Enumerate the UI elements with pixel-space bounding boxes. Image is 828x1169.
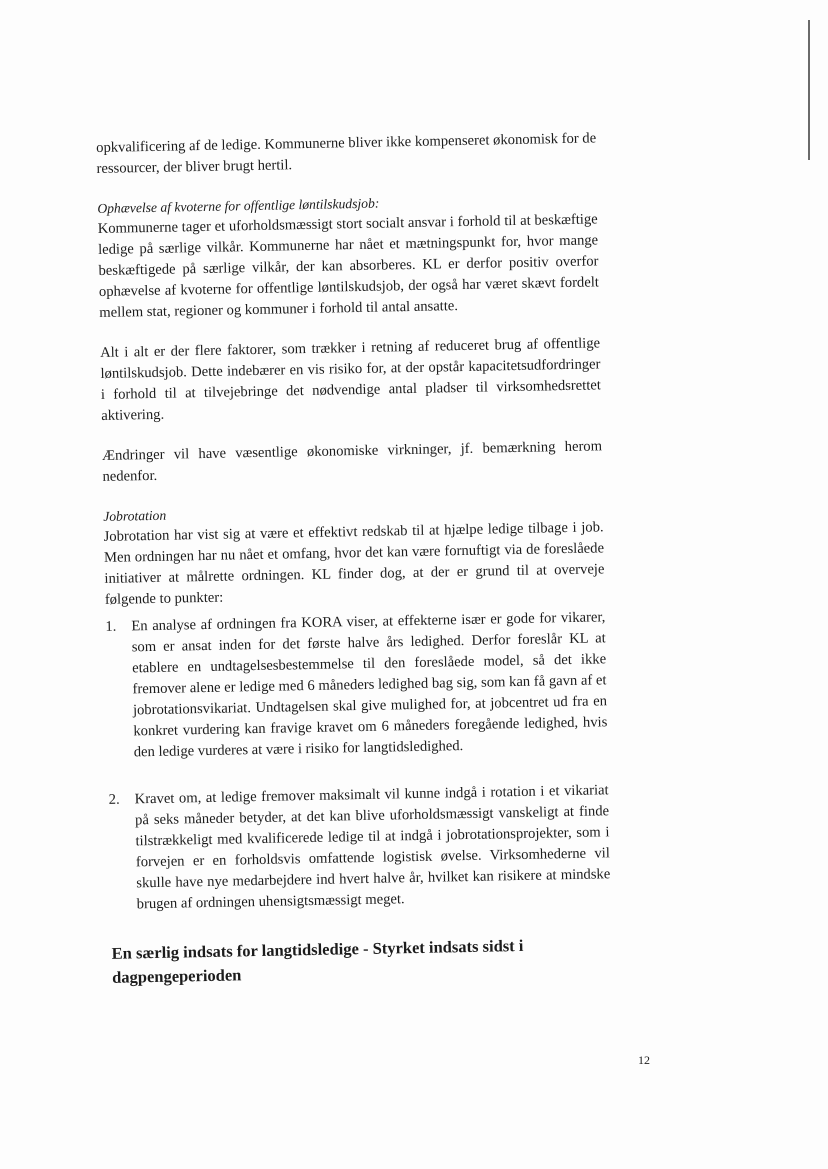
list-item-text: Kravet om, at ledige fremover maksimalt vil kunne indgå i rotation i et vikariat på seks måneder betyder, at det kan blive uforholdsmæssigt vanskeligt at finde tilstrækkeligt med kvalificerede ledige til at indgå i jobrotationsprojekter, som i forvejen er en forholdsvis omfattende logistisk øvelse. Virksomhederne vil skulle have nye medarbejdere ind hvert halve år, hvilket kan risikere at mindske brugen af ordningen uhensigtsmæssigt meget. xyxy=(134,782,611,913)
list-item xyxy=(105,607,608,764)
jobrotation-list xyxy=(105,607,611,916)
scan-edge-line xyxy=(808,20,810,160)
section-opheavelse xyxy=(97,189,599,324)
paragraph-opheavelse: Kommunerne tager et uforholdsmæssigt stort socialt ansvar i forhold til at beskæftige ledige på særlige vilkår. Kommunerne har nået et mætningspunkt for, hvor mange beskæftigede på særlige vilkår, der kan absorberes. KL er derfor positiv overfor ophævelse af kvoterne for offentlige løntilskudsjob, der også har været skævt fordelt mellem stat, regioner og kommuner i forhold til antal ansatte. xyxy=(97,211,600,321)
paragraph-factors: Alt i alt er der flere faktorer, som trækker i retning af reduceret brug af offentlige løntilskudsjob. Dette indebærer en vis risiko for, at der opstår kapacitetsudfordringer i forhold til at tilvejebringe det nødvendige antal pladser til virksomhedsrettet aktivering. xyxy=(99,335,601,424)
section-heading-opheavelse: Ophævelse af kvoterne for offentlige løntilskudsjob: xyxy=(97,195,380,216)
page-number: 12 xyxy=(638,1053,650,1067)
list-item-number: 2. xyxy=(108,791,120,808)
paragraph-changes: Ændringer vil have væsentlige økonomiske virkninger, jf. bemærkning herom nedenfor. xyxy=(101,438,603,485)
list-item-text: En analyse af ordningen fra KORA viser, at effekterne især er gode for vikarer, som er ansat inden for det første halve års ledighed. Derfor foreslår KL at etablere en undtagelsesbestemmelse til den foreslåede model, så det ikke fremover alene er ledige med 6 måneders ledighed bag sig, som kan få gavn af et jobrotationsvikariat. Undtagelsen skal give mulighed for, at jobcentret ud fra en konkret vurdering kan fravige kravet om 6 måneders foregående ledighed, hvis den ledige vurderes at være i risiko for langtidsledighed. xyxy=(131,609,608,761)
section-jobrotation xyxy=(103,497,611,916)
section-heading-langtidsledige: En særlig indsats for langtidsledige - Styrket indsats sidst i dagpengeperioden xyxy=(111,935,524,987)
paragraph-jobrotation: Jobrotation har vist sig at være et effektivt redskab til at hjælpe ledige tilbage i job. Men ordningen har nu nået et omfang, hvor det kan være fornuftigt via de foreslåede initiativer at målrette ordningen. KL finder dog, at der er grund til at overveje følgende to punkter: xyxy=(103,519,605,608)
document-body xyxy=(96,128,612,989)
list-item-number: 1. xyxy=(105,618,117,635)
list-item xyxy=(109,780,611,916)
intro-paragraph: opkvalificering af de ledige. Kommunerne bliver ikke kompenseret økonomisk for de ressourcer, der bliver brugt hertil. xyxy=(96,130,597,177)
section-heading-jobrotation: Jobrotation xyxy=(103,507,167,524)
